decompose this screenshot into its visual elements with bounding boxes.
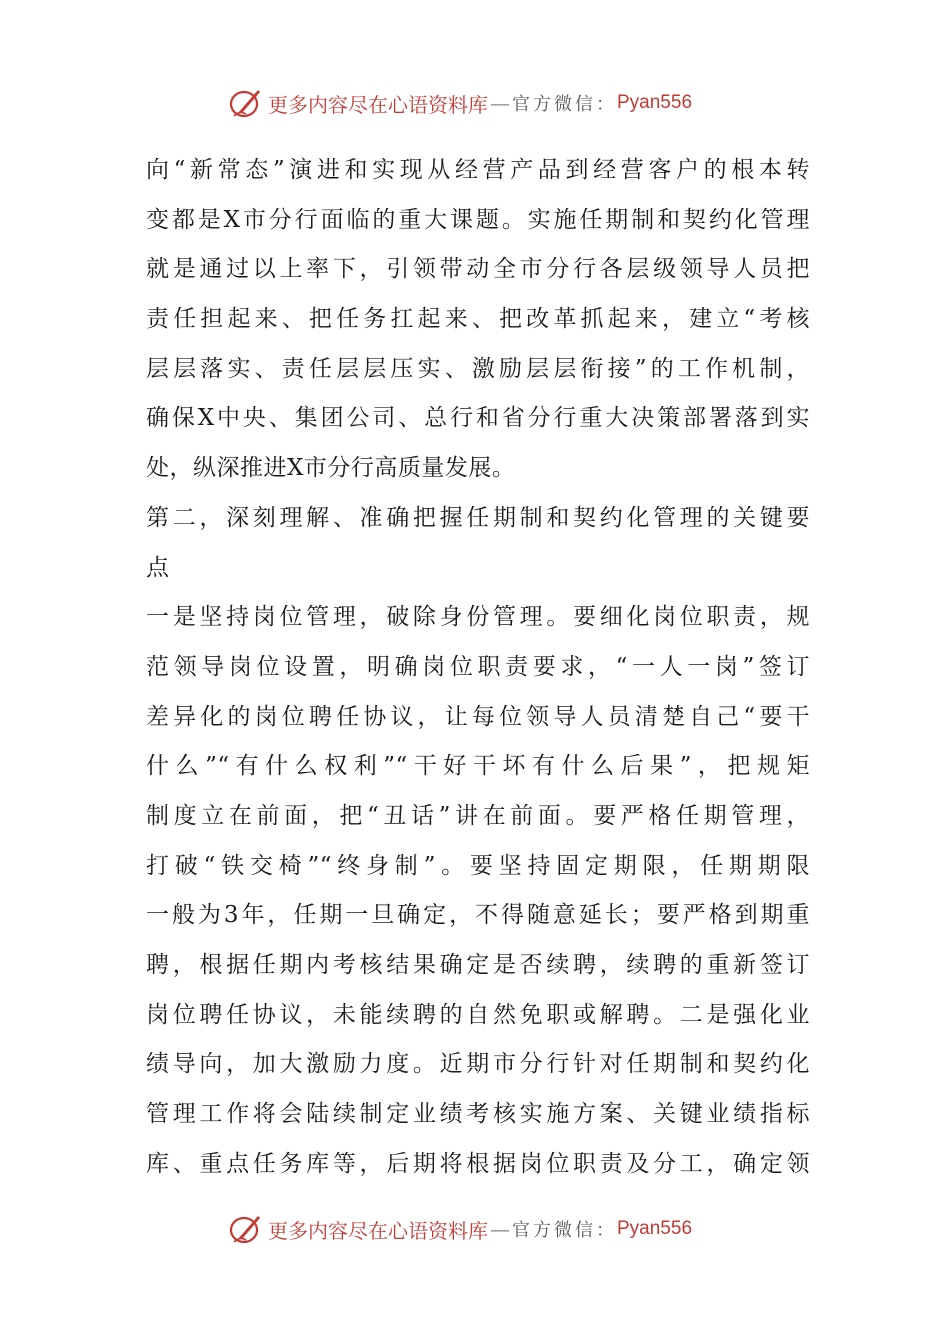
text-line: 确保X中央、集团公司、总行和省分行重大决策部署落到实 (146, 405, 810, 432)
text-line: 第二，深刻理解、准确把握任期制和契约化管理的关键要 (146, 504, 810, 531)
text-line: 一是坚持岗位管理，破除身份管理。要细化岗位职责，规 (146, 604, 810, 631)
quill-pen-logo-icon (228, 86, 264, 120)
text-line: 变都是X市分行面临的重大课题。实施任期制和契约化管理 (146, 206, 810, 233)
text-line: 库、重点任务库等，后期将根据岗位职责及分工，确定领 (146, 1150, 810, 1177)
text-line: 点 (146, 554, 170, 581)
text-line: 责任担起来、把任务扛起来、把改革抓起来，建立“考核 (146, 306, 810, 333)
text-line: 向“新常态”演进和实现从经营产品到经营客户的根本转 (146, 157, 810, 183)
text-line: 聘，根据任期内考核结果确定是否续聘，续聘的重新签订 (146, 952, 810, 978)
footer-banner (228, 1212, 748, 1246)
text-line: 层层落实、责任层层压实、激励层层衔接”的工作机制， (146, 355, 810, 382)
text-line: 绩导向，加大激励力度。近期市分行针对任期制和契约化 (146, 1051, 810, 1078)
text-line: 管理工作将会陆续制定业绩考核实施方案、关键业绩指标 (146, 1101, 810, 1128)
banner-dash: — (490, 1217, 510, 1241)
text-line: 什么”“有什么权利”“干好干坏有什么后果”，把规矩 (146, 753, 810, 780)
banner-wechat-id: Pyan556 (617, 92, 693, 113)
banner-title: 更多内容尽在心语资料库 (268, 1218, 488, 1243)
text-line: 打破“铁交椅”“终身制”。要坚持固定期限，任期期限 (146, 852, 810, 879)
text-line: 处，纵深推进X市分行高质量发展。 (146, 455, 516, 482)
banner-wechat-label: 官方微信： (512, 94, 617, 115)
text-line: 范领导岗位设置，明确岗位职责要求，“一人一岗”签订 (146, 653, 810, 680)
text-line: 制度立在前面，把“丑话”讲在前面。要严格任期管理， (146, 802, 810, 829)
text-line: 差异化的岗位聘任协议，让每位领导人员清楚自己“要干 (146, 703, 810, 730)
text-line: 一般为3年，任期一旦确定，不得随意延长；要严格到期重 (146, 902, 810, 929)
quill-pen-logo-icon (228, 1212, 264, 1246)
banner-wechat-id: Pyan556 (617, 1218, 693, 1239)
text-line: 岗位聘任协议，未能续聘的自然免职或解聘。二是强化业 (146, 1001, 810, 1028)
banner-wechat-label: 官方微信： (512, 1220, 617, 1241)
document-body (146, 146, 810, 1189)
text-line: 就是通过以上率下，引领带动全市分行各层级领导人员把 (146, 256, 810, 283)
banner-dash: — (490, 91, 510, 115)
header-banner (228, 86, 748, 120)
banner-title: 更多内容尽在心语资料库 (268, 92, 488, 117)
